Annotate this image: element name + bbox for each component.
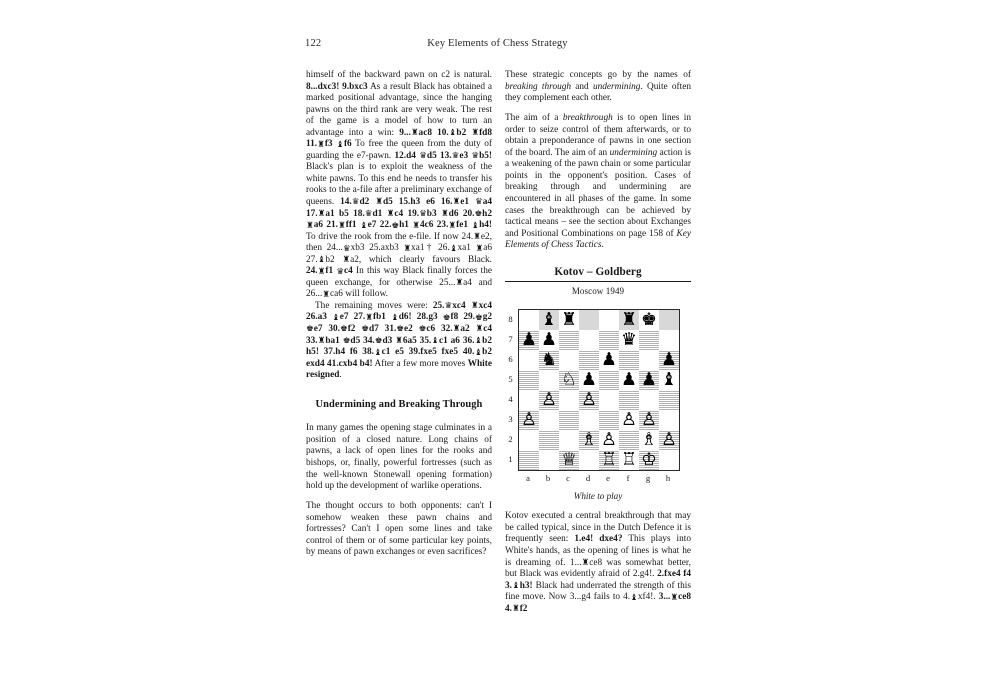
chess-piece-wR: ♖	[621, 449, 637, 470]
right-column	[505, 70, 691, 615]
file-label: g	[645, 472, 651, 483]
chess-square-b3[interactable]	[539, 410, 559, 430]
chess-square-b7[interactable]	[539, 330, 559, 350]
rank-label: 2	[508, 433, 513, 444]
chess-piece-wP: ♙	[641, 409, 657, 430]
chess-square-g2[interactable]	[639, 430, 659, 450]
chess-square-g4[interactable]	[639, 390, 659, 410]
chess-square-f7[interactable]	[619, 330, 639, 350]
chess-square-h2[interactable]	[659, 430, 680, 450]
chess-piece-wP: ♙	[621, 409, 637, 430]
chess-piece-bP: ♟	[581, 369, 597, 390]
chess-square-a5[interactable]	[519, 370, 540, 390]
paragraph-aim-of-breakthrough: The aim of a breakthrough is to open lines in order to seize control of them afterwards, or to obtain a preponderance of pawns in one section of the board. The aim of an undermining action is a weakening of the pawn chain or some particular points in the opponent's position. Cases of breaking through and undermining are encountered in all phases of the game. In some cases the breakthrough can be achieved by tactical means – see the section about Exchanges and Positional Combinations on page 158 of Key Elements of Chess Tactics.	[505, 113, 691, 251]
rank-label: 6	[508, 353, 513, 364]
chess-square-d6[interactable]	[579, 350, 599, 370]
diagram-caption: White to play	[573, 491, 623, 502]
chess-square-b2[interactable]	[539, 430, 559, 450]
game-header	[505, 267, 691, 298]
chess-square-d5[interactable]	[579, 370, 599, 390]
chess-square-g1[interactable]	[639, 450, 659, 471]
running-head	[305, 38, 690, 54]
game-event: Moscow 1949	[571, 286, 625, 297]
chess-piece-bP: ♟	[521, 329, 537, 350]
chess-square-f5[interactable]	[619, 370, 639, 390]
chess-square-e7[interactable]	[599, 330, 619, 350]
paragraph-thought-occurs: The thought occurs to both opponents: can't I somehow weaken these pawn chains and fortresses? Can't I open some lines and take control of them or of some particular key points, by means of pawn exchanges or even sacrifices?	[306, 501, 492, 558]
chess-square-e3[interactable]	[599, 410, 619, 430]
game-players: Kotov – Goldberg	[554, 265, 642, 278]
chess-piece-bP: ♟	[541, 329, 557, 350]
chess-square-f3[interactable]	[619, 410, 639, 430]
paragraph-main-game-notes: himself of the backward pawn on c2 is natural. 8...dxc3! 9.bxc3 As a result Black has obtained a marked positional advantage, since the hanging pawns on the third rank are very weak. The rest of the game is a model of how to turn an advantage into a win: 9...♜ac8 10.♝b2 ♜fd8 11.♜f3 ♝f6 To free the queen from the duty of guarding the e7-pawn. 12.d4 ♛d5 13.♛e3 ♛b5! Black's plan is to exploit the weakness of the white pawns. To this end he needs to transfer his rooks to the a-file after a preliminary exchange of queens. 14.♛d2 ♜d5 15.h3 e6 16.♜e1 ♛a4 17.♜a1 b5 18.♛d1 ♜c4 19.♛b3 ♜d6 20.♚h2 ♜a6 21.♜ff1 ♝e7 22.♚h1 ♜4c6 23.♜fe1 ♝h4! To drive the rook from the e-file. If now 24.♜e2, then 24...♛xb3 25.axb3 ♜xa1† 26.♝xa1 ♜a6 27.♝b2 ♜a2, which clearly favours Black. 24.♜f1 ♛c4 In this way Black finally forces the queen exchange, for otherwise 25...♜a4 and 26...♜ca6 will follow.	[306, 70, 493, 300]
chess-square-e1[interactable]	[599, 450, 619, 471]
paragraph-closed-positions: In many games the opening stage culminates in a position of a closed nature. Long chains of pawns, a lack of open lines for the rooks and bishops, or, finally, powerful fortresses (such as the well-known Stonewall opening formation) hold up the development of warlike operations.	[306, 423, 492, 492]
page-number: 122	[305, 38, 322, 49]
chess-square-b4[interactable]	[539, 390, 559, 410]
rank-labels	[505, 309, 516, 469]
file-label: b	[545, 472, 551, 483]
chess-piece-wB: ♗	[581, 429, 597, 450]
chess-piece-wP: ♙	[601, 429, 617, 450]
chess-piece-bP: ♟	[661, 349, 677, 370]
chess-piece-bP: ♟	[641, 369, 657, 390]
chess-square-e8[interactable]	[599, 309, 619, 330]
chess-square-c1[interactable]	[559, 450, 579, 471]
chess-square-f6[interactable]	[619, 350, 639, 370]
chess-board-rank	[519, 390, 680, 410]
file-labels	[518, 473, 678, 485]
chess-board-rank	[519, 350, 680, 370]
chess-square-g8[interactable]	[639, 309, 659, 330]
chess-square-h8[interactable]	[659, 309, 680, 330]
chess-piece-wP: ♙	[521, 409, 537, 430]
chess-square-f2[interactable]	[619, 430, 639, 450]
chess-board-body	[519, 309, 680, 470]
chess-piece-bQ: ♛	[621, 329, 637, 350]
chess-square-h6[interactable]	[659, 350, 680, 370]
chess-square-g5[interactable]	[639, 370, 659, 390]
rank-label: 8	[508, 313, 513, 324]
chess-piece-wP: ♙	[581, 389, 597, 410]
chess-square-a1[interactable]	[519, 450, 540, 471]
file-label: c	[566, 472, 570, 483]
book-title: Key Elements of Chess Strategy	[427, 38, 568, 49]
chess-square-a6[interactable]	[519, 350, 540, 370]
chess-piece-bP: ♟	[621, 369, 637, 390]
chess-square-h7[interactable]	[659, 330, 680, 350]
paragraph-strategic-concepts: These strategic concepts go by the names of breaking through and undermining. Quite often they complement each other.	[505, 70, 692, 104]
chess-square-c5[interactable]	[559, 370, 579, 390]
chess-square-h4[interactable]	[659, 390, 680, 410]
chess-board-rank	[519, 430, 680, 450]
chess-square-d2[interactable]	[579, 430, 599, 450]
chess-square-d8[interactable]	[579, 309, 599, 330]
chess-piece-wP: ♙	[541, 389, 557, 410]
chess-square-d4[interactable]	[579, 390, 599, 410]
paragraph-remaining-moves: The remaining moves were: 25.♛xc4 ♜xc4 26.a3 ♝e7 27.♜fb1 ♝d6! 28.g3 ♚f8 29.♚g2 ♚e7 30.♚f2 ♚d7 31.♚e2 ♚c6 32.♜a2 ♜c4 33.♜ba1 ♚d5 34.♚d3 ♜6a5 35.♝c1 a6 36.♝b2 h5! 37.h4 f6 38.♝c1 e5 39.fxe5 fxe5 40.♝b2 exd4 41.cxb4 b4! After a few more moves White resigned.	[306, 300, 492, 381]
chess-square-d3[interactable]	[579, 410, 599, 430]
chess-square-d1[interactable]	[579, 450, 599, 471]
file-label: a	[526, 472, 530, 483]
chess-square-c3[interactable]	[559, 410, 579, 430]
chess-piece-wN: ♘	[561, 369, 577, 390]
file-label: d	[585, 472, 591, 483]
rank-label: 5	[508, 373, 513, 384]
section-heading: Undermining and Breaking Through	[315, 398, 483, 410]
chess-square-h1[interactable]	[659, 450, 680, 471]
chess-piece-bP: ♟	[601, 349, 617, 370]
chess-square-f1[interactable]	[619, 450, 639, 471]
chess-square-g6[interactable]	[639, 350, 659, 370]
left-column	[306, 70, 492, 559]
chess-piece-bR: ♜	[621, 309, 637, 330]
chess-square-c8[interactable]	[559, 309, 579, 330]
rank-label: 4	[508, 393, 513, 404]
rank-label: 7	[508, 333, 513, 344]
chess-board	[518, 309, 680, 471]
file-label: f	[626, 472, 630, 483]
chess-piece-bK: ♚	[641, 309, 657, 330]
chess-square-g3[interactable]	[639, 410, 659, 430]
chess-square-b6[interactable]	[539, 350, 559, 370]
chess-piece-bR: ♜	[561, 309, 577, 330]
chess-square-d7[interactable]	[579, 330, 599, 350]
chess-square-c2[interactable]	[559, 430, 579, 450]
chess-square-a4[interactable]	[519, 390, 540, 410]
chess-square-c4[interactable]	[559, 390, 579, 410]
chess-board-rank	[519, 410, 680, 430]
chess-diagram	[505, 309, 691, 503]
rank-label: 3	[508, 413, 513, 424]
chess-square-g7[interactable]	[639, 330, 659, 350]
chess-square-b8[interactable]	[539, 309, 559, 330]
chess-square-a2[interactable]	[519, 430, 540, 450]
chess-square-c6[interactable]	[559, 350, 579, 370]
rank-label: 1	[508, 453, 513, 464]
chess-piece-wQ: ♕	[561, 449, 577, 470]
chess-piece-bB: ♝	[661, 369, 677, 390]
chess-square-b5[interactable]	[539, 370, 559, 390]
chess-board-rank	[519, 330, 680, 350]
chess-piece-wB: ♗	[641, 429, 657, 450]
chess-square-a8[interactable]	[519, 309, 540, 330]
chess-square-e4[interactable]	[599, 390, 619, 410]
chess-piece-bN: ♞	[541, 349, 557, 370]
chess-square-c7[interactable]	[559, 330, 579, 350]
paragraph-kotov-breakthrough: Kotov executed a central breakthrough that may be called typical, since in the Dutch Defence it is frequently seen: 1.e4! dxe4? This plays into White's hands, as the opening of lines is what he is dreaming of. 1...♜ce8 was somewhat better, but Black was evidently afraid of 2.g4!. 2.fxe4 f4 3.♝h3! Black had underrated the strength of this fine move. Now 3...g4 fails to 4.♝xf4!. 3...♜ce8 4.♜f2	[505, 511, 692, 615]
file-label: e	[606, 472, 610, 483]
chess-square-b1[interactable]	[539, 450, 559, 471]
chess-board-rank	[519, 309, 680, 330]
header-divider	[505, 281, 691, 282]
chess-square-e6[interactable]	[599, 350, 619, 370]
chess-square-e2[interactable]	[599, 430, 619, 450]
chess-square-f8[interactable]	[619, 309, 639, 330]
chess-square-h3[interactable]	[659, 410, 680, 430]
chess-square-a7[interactable]	[519, 330, 540, 350]
chess-piece-bB: ♝	[541, 309, 557, 330]
chess-piece-wR: ♖	[601, 449, 617, 470]
chess-square-e5[interactable]	[599, 370, 619, 390]
chess-piece-wP: ♙	[661, 429, 677, 450]
chess-piece-wK: ♔	[641, 449, 657, 470]
chess-square-h5[interactable]	[659, 370, 680, 390]
file-label: h	[665, 472, 671, 483]
chess-square-f4[interactable]	[619, 390, 639, 410]
chess-board-rank	[519, 370, 680, 390]
chess-square-a3[interactable]	[519, 410, 540, 430]
chess-board-rank	[519, 450, 680, 471]
chess-board-container	[508, 309, 678, 471]
